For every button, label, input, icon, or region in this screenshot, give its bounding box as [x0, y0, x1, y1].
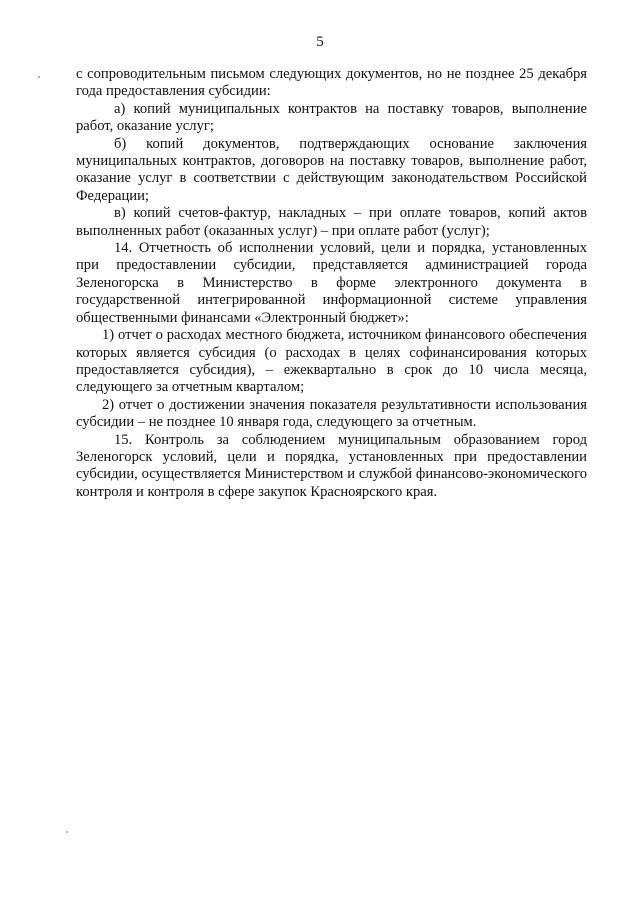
paragraph-item-v: в) копий счетов-фактур, накладных – при оплате товаров, копий актов выполненных работ (оказанных услуг) – при оплате работ (услуг); — [76, 205, 587, 239]
paragraph-15: 15. Контроль за соблюдением муниципальным образованием город Зеленогорск условий, цели и порядка, установленных при предоставлении субсидии, осуществляется Министерством и службой финансово-экономического контроля и контроля в сфере закупок Красноярского края. — [76, 431, 587, 500]
paragraph-intro: с сопроводительным письмом следующих документов, но не позднее 25 декабря года предоставления субсидии: — [76, 66, 587, 100]
paragraph-14: 14. Отчетность об исполнении условий, цели и порядка, установленных при предоставлении субсидии, представляется администрацией города Зеленогорска в Министерство в форме электронного документа в государственной интегрированной информационной системе управления общественными финансами «Электронный бюджет»: — [76, 240, 587, 326]
paragraph-item-a: а) копий муниципальных контрактов на поставку товаров, выполнение работ, оказание услуг; — [76, 100, 587, 135]
paragraph-item-b: б) копий документов, подтверждающих основание заключения муниципальных контрактов, договоров на поставку товаров, выполнение работ, оказание услуг в соответствии с действующим законодательством Российской Федерации; — [76, 135, 587, 204]
page-number: 5 — [316, 34, 324, 50]
scan-speck — [66, 831, 68, 833]
document-body — [76, 66, 587, 501]
paragraph-14-item-1: 1) отчет о расходах местного бюджета, источником финансового обеспечения которых является субсидия (о расходах в целях софинансирования которых предоставляется субсидия), – ежеквартально в срок до 10 числа месяца, следующего за отчетным кварталом; — [76, 327, 587, 396]
paragraph-14-item-2: 2) отчет о достижении значения показателя результативности использования субсидии – не позднее 10 января года, следующего за отчетным. — [76, 396, 587, 431]
scan-speck — [38, 76, 40, 78]
